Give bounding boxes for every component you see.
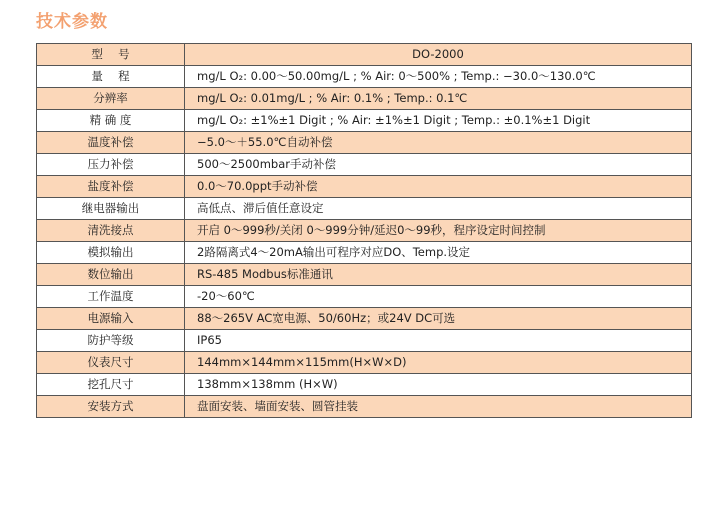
table-row-meter-size xyxy=(37,352,692,374)
row-value: IP65 xyxy=(185,330,692,352)
row-label: 分辨率 xyxy=(37,88,185,110)
spec-table xyxy=(36,43,692,418)
table-row-pressure-compensation xyxy=(37,154,692,176)
row-value: mg/L O₂: ±1%±1 Digit ; % Air: ±1%±1 Digit ; Temp.: ±0.1%±1 Digit xyxy=(185,110,692,132)
row-label: 挖孔尺寸 xyxy=(37,374,185,396)
row-value: RS-485 Modbus标准通讯 xyxy=(185,264,692,286)
row-value: mg/L O₂: 0.00～50.00mg/L ; % Air: 0～500% ; Temp.: −30.0～130.0℃ xyxy=(185,66,692,88)
table-row-power-input xyxy=(37,308,692,330)
row-label: 型 号 xyxy=(37,44,185,66)
row-value: 0.0～70.0ppt手动补偿 xyxy=(185,176,692,198)
table-row-model xyxy=(37,44,692,66)
row-value: mg/L O₂: 0.01mg/L ; % Air: 0.1% ; Temp.: 0.1℃ xyxy=(185,88,692,110)
table-row-salinity-compensation xyxy=(37,176,692,198)
row-label: 清洗接点 xyxy=(37,220,185,242)
table-row-resolution xyxy=(37,88,692,110)
row-label: 模拟输出 xyxy=(37,242,185,264)
row-value: −5.0～＋55.0℃自动补偿 xyxy=(185,132,692,154)
table-row-cleaning-contact xyxy=(37,220,692,242)
row-value: 开启 0～999秒/关闭 0～999分钟/延迟0～99秒，程序设定时间控制 xyxy=(185,220,692,242)
row-label: 工作温度 xyxy=(37,286,185,308)
table-row-operating-temp xyxy=(37,286,692,308)
section-title: 技术参数 xyxy=(36,12,108,32)
row-value: 高低点、滞后值任意设定 xyxy=(185,198,692,220)
row-label: 仪表尺寸 xyxy=(37,352,185,374)
row-value: 88～265V AC宽电源、50/60Hz；或24V DC可选 xyxy=(185,308,692,330)
row-label: 安装方式 xyxy=(37,396,185,418)
table-row-temp-compensation xyxy=(37,132,692,154)
row-label: 继电器输出 xyxy=(37,198,185,220)
table-row-relay-output xyxy=(37,198,692,220)
table-row-cutout-size xyxy=(37,374,692,396)
row-label: 压力补偿 xyxy=(37,154,185,176)
table-row-installation xyxy=(37,396,692,418)
row-label: 防护等级 xyxy=(37,330,185,352)
table-row-digital-output xyxy=(37,264,692,286)
row-label: 数位输出 xyxy=(37,264,185,286)
row-value: 138mm×138mm (H×W) xyxy=(185,374,692,396)
table-row-protection-rating xyxy=(37,330,692,352)
row-value: 2路隔离式4～20mA输出可程序对应DO、Temp.设定 xyxy=(185,242,692,264)
row-label: 电源输入 xyxy=(37,308,185,330)
table-row-range xyxy=(37,66,692,88)
row-value: 144mm×144mm×115mm(H×W×D) xyxy=(185,352,692,374)
row-value: DO-2000 xyxy=(185,44,692,66)
row-label: 温度补偿 xyxy=(37,132,185,154)
table-row-accuracy xyxy=(37,110,692,132)
row-label: 精 确 度 xyxy=(37,110,185,132)
row-value: 500～2500mbar手动补偿 xyxy=(185,154,692,176)
row-label: 盐度补偿 xyxy=(37,176,185,198)
table-row-analog-output xyxy=(37,242,692,264)
row-label: 量 程 xyxy=(37,66,185,88)
row-value: -20～60℃ xyxy=(185,286,692,308)
row-value: 盘面安装、墙面安装、圆管挂装 xyxy=(185,396,692,418)
